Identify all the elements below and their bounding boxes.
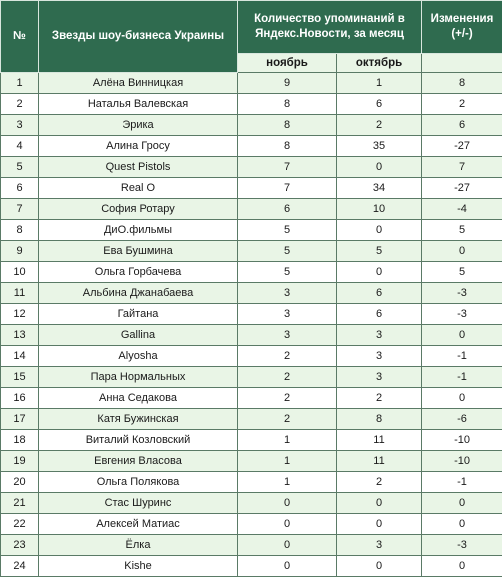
october-count-cell: 0	[337, 556, 422, 577]
change-cell: 0	[422, 325, 502, 346]
change-cell: -27	[422, 178, 502, 199]
row-number-cell: 21	[1, 493, 39, 514]
table-body	[1, 73, 502, 577]
star-name-cell: Алёна Винницкая	[39, 73, 238, 94]
table-row	[1, 262, 502, 283]
change-cell: 0	[422, 493, 502, 514]
change-cell: 6	[422, 115, 502, 136]
row-number-cell: 3	[1, 115, 39, 136]
star-name-cell: Евгения Власова	[39, 451, 238, 472]
header-november: ноябрь	[238, 54, 337, 73]
row-number-cell: 22	[1, 514, 39, 535]
table-row	[1, 241, 502, 262]
october-count-cell: 35	[337, 136, 422, 157]
november-count-cell: 9	[238, 73, 337, 94]
star-name-cell: Катя Бужинская	[39, 409, 238, 430]
november-count-cell: 2	[238, 409, 337, 430]
row-number-cell: 13	[1, 325, 39, 346]
row-number-cell: 16	[1, 388, 39, 409]
star-name-cell: Ева Бушмина	[39, 241, 238, 262]
table-row	[1, 73, 502, 94]
october-count-cell: 3	[337, 535, 422, 556]
october-count-cell: 5	[337, 241, 422, 262]
november-count-cell: 0	[238, 535, 337, 556]
october-count-cell: 0	[337, 220, 422, 241]
table-row	[1, 493, 502, 514]
november-count-cell: 3	[238, 325, 337, 346]
row-number-cell: 11	[1, 283, 39, 304]
star-name-cell: Алина Гросу	[39, 136, 238, 157]
header-change-blank	[422, 54, 502, 73]
october-count-cell: 2	[337, 388, 422, 409]
change-cell: -1	[422, 367, 502, 388]
change-cell: -1	[422, 346, 502, 367]
october-count-cell: 11	[337, 430, 422, 451]
star-name-cell: Эрика	[39, 115, 238, 136]
star-name-cell: Алексей Матиас	[39, 514, 238, 535]
change-cell: 0	[422, 388, 502, 409]
table-row	[1, 451, 502, 472]
table-row	[1, 472, 502, 493]
november-count-cell: 5	[238, 220, 337, 241]
star-name-cell: ДиО.фильмы	[39, 220, 238, 241]
star-name-cell: Виталий Козловский	[39, 430, 238, 451]
change-cell: 8	[422, 73, 502, 94]
october-count-cell: 34	[337, 178, 422, 199]
change-cell: 0	[422, 514, 502, 535]
star-name-cell: Real O	[39, 178, 238, 199]
table-row	[1, 535, 502, 556]
november-count-cell: 8	[238, 94, 337, 115]
row-number-cell: 6	[1, 178, 39, 199]
october-count-cell: 0	[337, 493, 422, 514]
change-cell: 5	[422, 262, 502, 283]
row-number-cell: 10	[1, 262, 39, 283]
november-count-cell: 1	[238, 451, 337, 472]
row-number-cell: 7	[1, 199, 39, 220]
october-count-cell: 1	[337, 73, 422, 94]
november-count-cell: 1	[238, 472, 337, 493]
star-name-cell: Наталья Валевская	[39, 94, 238, 115]
row-number-cell: 4	[1, 136, 39, 157]
table-row	[1, 409, 502, 430]
change-cell: -10	[422, 451, 502, 472]
table-row	[1, 115, 502, 136]
table-row	[1, 178, 502, 199]
header-mentions: Количество упоминаний в Яндекс.Новости, за месяц	[238, 1, 422, 54]
october-count-cell: 3	[337, 367, 422, 388]
table-row	[1, 283, 502, 304]
row-number-cell: 24	[1, 556, 39, 577]
november-count-cell: 1	[238, 430, 337, 451]
star-name-cell: Пара Нормальных	[39, 367, 238, 388]
row-number-cell: 14	[1, 346, 39, 367]
star-name-cell: Альбина Джанабаева	[39, 283, 238, 304]
table-row	[1, 199, 502, 220]
october-count-cell: 0	[337, 157, 422, 178]
row-number-cell: 5	[1, 157, 39, 178]
star-name-cell: Стас Шуринс	[39, 493, 238, 514]
change-cell: -3	[422, 283, 502, 304]
october-count-cell: 0	[337, 514, 422, 535]
row-number-cell: 9	[1, 241, 39, 262]
row-number-cell: 8	[1, 220, 39, 241]
october-count-cell: 3	[337, 346, 422, 367]
change-cell: 0	[422, 556, 502, 577]
table-row	[1, 220, 502, 241]
row-number-cell: 18	[1, 430, 39, 451]
table-header	[1, 1, 502, 73]
november-count-cell: 0	[238, 556, 337, 577]
row-number-cell: 20	[1, 472, 39, 493]
row-number-cell: 19	[1, 451, 39, 472]
table-row	[1, 556, 502, 577]
change-cell: -27	[422, 136, 502, 157]
star-name-cell: Анна Седакова	[39, 388, 238, 409]
header-change: Изменения (+/-)	[422, 1, 502, 54]
november-count-cell: 0	[238, 493, 337, 514]
november-count-cell: 0	[238, 514, 337, 535]
star-name-cell: Kishe	[39, 556, 238, 577]
november-count-cell: 8	[238, 136, 337, 157]
october-count-cell: 2	[337, 115, 422, 136]
row-number-cell: 1	[1, 73, 39, 94]
november-count-cell: 2	[238, 367, 337, 388]
row-number-cell: 23	[1, 535, 39, 556]
october-count-cell: 11	[337, 451, 422, 472]
table-row	[1, 367, 502, 388]
october-count-cell: 3	[337, 325, 422, 346]
october-count-cell: 0	[337, 262, 422, 283]
star-name-cell: София Ротару	[39, 199, 238, 220]
star-name-cell: Ольга Полякова	[39, 472, 238, 493]
change-cell: 7	[422, 157, 502, 178]
change-cell: 5	[422, 220, 502, 241]
table-row	[1, 94, 502, 115]
change-cell: -10	[422, 430, 502, 451]
november-count-cell: 6	[238, 199, 337, 220]
table-row	[1, 304, 502, 325]
october-count-cell: 6	[337, 304, 422, 325]
november-count-cell: 5	[238, 241, 337, 262]
header-number: №	[1, 1, 39, 73]
row-number-cell: 15	[1, 367, 39, 388]
table-row	[1, 430, 502, 451]
change-cell: 2	[422, 94, 502, 115]
october-count-cell: 10	[337, 199, 422, 220]
row-number-cell: 12	[1, 304, 39, 325]
table-row	[1, 514, 502, 535]
table-row	[1, 325, 502, 346]
row-number-cell: 17	[1, 409, 39, 430]
november-count-cell: 2	[238, 388, 337, 409]
star-name-cell: Gallina	[39, 325, 238, 346]
header-stars: Звезды шоу-бизнеса Украины	[39, 1, 238, 73]
table-row	[1, 346, 502, 367]
november-count-cell: 5	[238, 262, 337, 283]
october-count-cell: 8	[337, 409, 422, 430]
change-cell: 0	[422, 241, 502, 262]
change-cell: -3	[422, 304, 502, 325]
change-cell: -4	[422, 199, 502, 220]
october-count-cell: 2	[337, 472, 422, 493]
november-count-cell: 3	[238, 283, 337, 304]
table-row	[1, 157, 502, 178]
header-october: октябрь	[337, 54, 422, 73]
october-count-cell: 6	[337, 94, 422, 115]
change-cell: -1	[422, 472, 502, 493]
change-cell: -6	[422, 409, 502, 430]
november-count-cell: 2	[238, 346, 337, 367]
november-count-cell: 8	[238, 115, 337, 136]
november-count-cell: 7	[238, 157, 337, 178]
star-name-cell: Гайтана	[39, 304, 238, 325]
table-row	[1, 136, 502, 157]
star-name-cell: Ёлка	[39, 535, 238, 556]
star-name-cell: Quest Pistols	[39, 157, 238, 178]
table-row	[1, 388, 502, 409]
row-number-cell: 2	[1, 94, 39, 115]
october-count-cell: 6	[337, 283, 422, 304]
change-cell: -3	[422, 535, 502, 556]
star-name-cell: Alyosha	[39, 346, 238, 367]
november-count-cell: 3	[238, 304, 337, 325]
star-name-cell: Ольга Горбачева	[39, 262, 238, 283]
november-count-cell: 7	[238, 178, 337, 199]
